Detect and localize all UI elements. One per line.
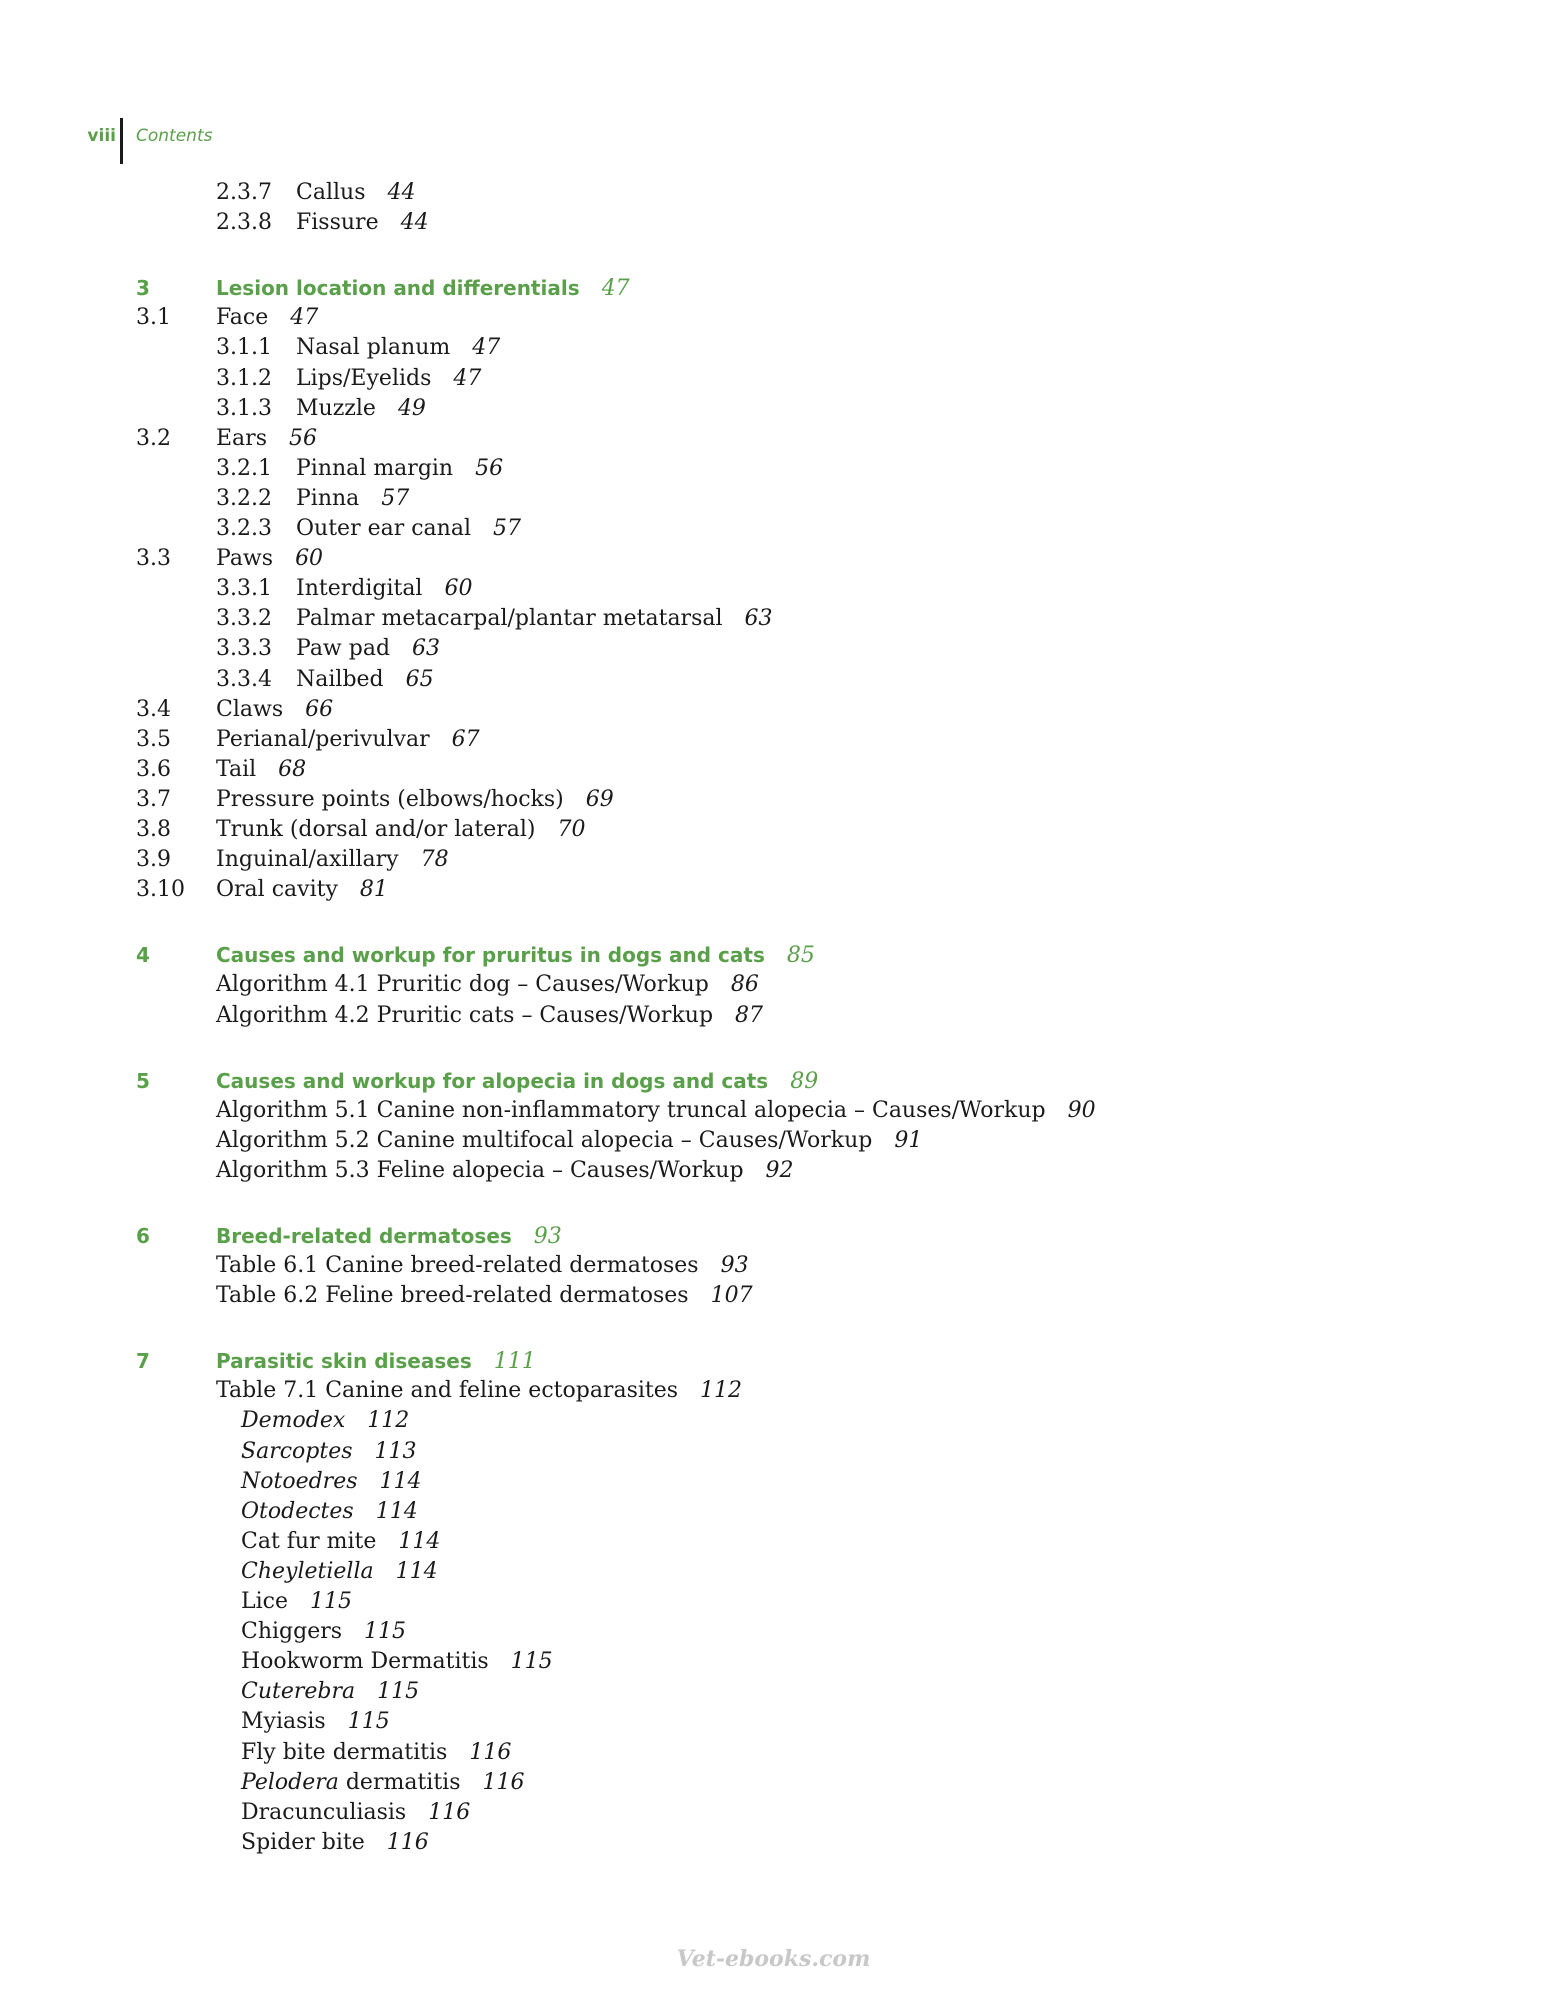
entry-title-text: Parasitic skin diseases — [216, 1349, 472, 1373]
toc-entry — [0, 1376, 1547, 1406]
page-reference: 114 — [395, 1559, 438, 1584]
page-reference: 81 — [359, 877, 388, 902]
entry-title-text: Table 7.1 Canine and feline ectoparasites — [216, 1378, 679, 1403]
entry-number: 3.2 — [136, 426, 171, 451]
watermark-logo: Vet-ebooks.com — [676, 1946, 871, 1972]
entry-title-italic: Pelodera — [241, 1770, 339, 1795]
entry-title — [216, 695, 333, 725]
entry-title-text: Muzzle — [296, 396, 376, 421]
toc-entry — [0, 514, 1547, 544]
entry-title — [296, 454, 503, 484]
toc-entry — [0, 574, 1547, 604]
entry-title — [241, 1798, 470, 1828]
page-reference: 115 — [347, 1709, 390, 1734]
entry-title-text: Notoedres — [241, 1469, 358, 1494]
entry-title-text: Spider bite — [241, 1830, 365, 1855]
entry-number: 3.3 — [136, 546, 171, 571]
entry-title — [296, 514, 521, 544]
page-reference: 44 — [400, 210, 429, 235]
toc-entry — [0, 364, 1547, 394]
entry-number: 2.3.8 — [216, 210, 272, 235]
entry-number: 3.7 — [136, 787, 171, 812]
page-reference: 47 — [601, 276, 630, 301]
entry-number: 3.6 — [136, 757, 171, 782]
entry-title — [216, 544, 323, 574]
page-reference: 65 — [405, 667, 434, 692]
chapter-heading — [0, 1221, 1547, 1251]
entry-title-text: Table 6.2 Feline breed-related dermatoses — [216, 1283, 689, 1308]
entry-title-text: Table 6.1 Canine breed-related dermatoses — [216, 1253, 699, 1278]
toc-entry — [0, 1281, 1547, 1311]
toc-entry — [0, 208, 1547, 238]
entry-number: 3.1.2 — [216, 366, 272, 391]
entry-title — [216, 1376, 742, 1406]
page-reference: 44 — [387, 180, 416, 205]
entry-title-text: Algorithm 5.2 Canine multifocal alopecia – Causes/Workup — [216, 1128, 873, 1153]
entry-title-text: Algorithm 5.3 Feline alopecia – Causes/Workup — [216, 1158, 744, 1183]
entry-title — [216, 1126, 922, 1156]
entry-title — [241, 1647, 553, 1677]
page-reference: 47 — [453, 366, 482, 391]
entry-number: 3 — [136, 276, 150, 300]
page-reference: 115 — [377, 1679, 420, 1704]
toc-entry — [0, 1647, 1547, 1677]
entry-title — [241, 1617, 406, 1647]
toc-entry — [0, 1437, 1547, 1467]
page-reference: 114 — [398, 1529, 441, 1554]
toc-entry — [0, 634, 1547, 664]
page-reference: 114 — [379, 1469, 422, 1494]
page-reference: 63 — [744, 606, 773, 631]
entry-title-text: Trunk (dorsal and/or lateral) — [216, 817, 536, 842]
page-reference: 60 — [444, 576, 473, 601]
page-reference: 63 — [412, 636, 441, 661]
toc-entry — [0, 725, 1547, 755]
toc-entry — [0, 1406, 1547, 1436]
page-reference: 114 — [375, 1499, 418, 1524]
entry-number: 3.3.4 — [216, 667, 272, 692]
entry-title — [296, 178, 415, 208]
entry-number: 6 — [136, 1224, 150, 1248]
toc-entry — [0, 755, 1547, 785]
entry-title-text: Fly bite dermatitis — [241, 1740, 448, 1765]
entry-title — [216, 940, 815, 971]
toc-entry — [0, 845, 1547, 875]
entry-title-text: Cheyletiella — [241, 1559, 374, 1584]
entry-title — [241, 1738, 511, 1768]
page-reference: 116 — [469, 1740, 512, 1765]
entry-title — [216, 1251, 749, 1281]
entry-title — [241, 1587, 352, 1617]
entry-title-text: Nasal planum — [296, 335, 451, 360]
entry-title — [241, 1677, 419, 1707]
entry-number: 3.3.2 — [216, 606, 272, 631]
toc-entry — [0, 1001, 1547, 1031]
entry-title-text: Otodectes — [241, 1499, 354, 1524]
entry-title-text: Demodex — [241, 1408, 346, 1433]
page-reference: 67 — [451, 727, 480, 752]
entry-title — [216, 1281, 753, 1311]
running-title: Contents — [136, 126, 213, 146]
entry-title-text: Outer ear canal — [296, 516, 471, 541]
toc-entry — [0, 544, 1547, 574]
toc-entry — [0, 303, 1547, 333]
entry-number: 2.3.7 — [216, 180, 272, 205]
page-reference: 91 — [894, 1128, 923, 1153]
toc-entry — [0, 424, 1547, 454]
entry-title-text: Algorithm 4.2 Pruritic cats – Causes/Workup — [216, 1003, 714, 1028]
entry-title — [216, 725, 480, 755]
page-reference: 66 — [305, 697, 334, 722]
entry-title-text: Paw pad — [296, 636, 391, 661]
entry-title-text: Myiasis — [241, 1709, 326, 1734]
entry-title-text: Causes and workup for pruritus in dogs and cats — [216, 943, 765, 967]
toc-entry — [0, 1828, 1547, 1858]
page-reference: 57 — [492, 516, 521, 541]
entry-title — [216, 1221, 562, 1252]
toc-entry — [0, 970, 1547, 1000]
toc-entry — [0, 665, 1547, 695]
entry-title — [296, 484, 409, 514]
entry-number: 3.10 — [136, 877, 185, 902]
page-reference: 111 — [493, 1349, 536, 1374]
entry-title-text: Lips/Eyelids — [296, 366, 432, 391]
page-reference: 70 — [557, 817, 586, 842]
entry-title — [241, 1467, 422, 1497]
entry-title-text: Lesion location and differentials — [216, 276, 580, 300]
toc-entry — [0, 695, 1547, 725]
entry-title-text: Breed-related dermatoses — [216, 1224, 512, 1248]
entry-title-text: Claws — [216, 697, 284, 722]
entry-title — [216, 1346, 536, 1377]
page-reference: 57 — [381, 486, 410, 511]
page-reference: 85 — [786, 943, 815, 968]
page-reference: 115 — [510, 1649, 553, 1674]
entry-title — [216, 815, 586, 845]
page-reference: 93 — [533, 1224, 562, 1249]
entry-number: 3.2.3 — [216, 516, 272, 541]
entry-title — [216, 1066, 818, 1097]
entry-title-text: Cuterebra — [241, 1679, 356, 1704]
entry-title-text: Hookworm Dermatitis — [241, 1649, 489, 1674]
entry-title-text: Pinna — [296, 486, 360, 511]
page-reference: 115 — [364, 1619, 407, 1644]
chapter-heading — [0, 273, 1547, 303]
page-reference: 115 — [310, 1589, 352, 1614]
entry-title — [241, 1406, 409, 1436]
chapter-heading — [0, 1066, 1547, 1096]
toc-entry — [0, 1707, 1547, 1737]
page-reference: 87 — [735, 1003, 764, 1028]
entry-number: 3.9 — [136, 847, 171, 872]
toc-entry — [0, 454, 1547, 484]
entry-number: 3.1 — [136, 305, 171, 330]
toc-entry — [0, 785, 1547, 815]
entry-title — [241, 1437, 417, 1467]
toc-entry — [0, 1156, 1547, 1186]
entry-number: 3.8 — [136, 817, 171, 842]
entry-title — [241, 1527, 440, 1557]
toc-entry — [0, 333, 1547, 363]
page-reference: 47 — [290, 305, 319, 330]
entry-title — [216, 1156, 794, 1186]
entry-title — [241, 1828, 429, 1858]
entry-title — [216, 845, 449, 875]
page-number: viii — [87, 126, 116, 146]
toc-entry — [0, 1617, 1547, 1647]
entry-title — [296, 665, 434, 695]
entry-title — [296, 333, 500, 363]
toc-entry — [0, 1126, 1547, 1156]
entry-number: 3.2.2 — [216, 486, 272, 511]
page-reference: 89 — [790, 1069, 819, 1094]
toc-entry — [0, 1798, 1547, 1828]
entry-title — [216, 273, 630, 304]
entry-title — [216, 755, 306, 785]
page-reference: 112 — [700, 1378, 743, 1403]
page-reference: 93 — [720, 1253, 749, 1278]
entry-title-text: Nailbed — [296, 667, 384, 692]
entry-title — [241, 1557, 438, 1587]
entry-number: 3.4 — [136, 697, 171, 722]
entry-title-text: Pressure points (elbows/hocks) — [216, 787, 564, 812]
toc-entry — [0, 1251, 1547, 1281]
entry-number: 4 — [136, 943, 150, 967]
entry-title-text: Oral cavity — [216, 877, 338, 902]
entry-title — [241, 1497, 418, 1527]
page-reference: 69 — [585, 787, 614, 812]
entry-title-text: Causes and workup for alopecia in dogs and cats — [216, 1069, 769, 1093]
chapter-heading — [0, 1346, 1547, 1376]
entry-title-text: Algorithm 4.1 Pruritic dog – Causes/Workup — [216, 972, 709, 997]
entry-title — [296, 604, 773, 634]
entry-title-text: Algorithm 5.1 Canine non-inflammatory truncal alopecia – Causes/Workup — [216, 1098, 1046, 1123]
chapter-heading — [0, 940, 1547, 970]
page-reference: 60 — [295, 546, 324, 571]
entry-title-text: Cat fur mite — [241, 1529, 377, 1554]
entry-number: 3.2.1 — [216, 456, 272, 481]
toc-entry — [0, 1738, 1547, 1768]
toc-entry — [0, 394, 1547, 424]
entry-number: 5 — [136, 1069, 150, 1093]
entry-title-text: Paws — [216, 546, 274, 571]
toc-entry — [0, 178, 1547, 208]
toc-entry — [0, 1527, 1547, 1557]
entry-title-text: Callus — [296, 180, 366, 205]
page-reference: 86 — [730, 972, 759, 997]
entry-number: 3.1.1 — [216, 335, 272, 360]
page-reference: 78 — [420, 847, 449, 872]
entry-title-text: Dracunculiasis — [241, 1800, 407, 1825]
page-reference: 49 — [397, 396, 426, 421]
page-reference: 68 — [278, 757, 307, 782]
entry-title — [216, 303, 318, 333]
entry-title — [241, 1768, 525, 1798]
entry-title-text: Tail — [216, 757, 257, 782]
entry-number: 3.3.1 — [216, 576, 272, 601]
entry-title-text: Lice — [241, 1589, 288, 1614]
entry-title-text: Fissure — [296, 210, 379, 235]
page-reference: 47 — [472, 335, 501, 360]
entry-title — [216, 785, 614, 815]
page-reference: 116 — [386, 1830, 429, 1855]
entry-title — [296, 574, 472, 604]
entry-title-text: Palmar metacarpal/plantar metatarsal — [296, 606, 723, 631]
toc-entry — [0, 1557, 1547, 1587]
toc-entry — [0, 1497, 1547, 1527]
entry-title — [296, 208, 429, 238]
entry-title — [216, 875, 388, 905]
entry-title — [296, 634, 440, 664]
entry-title-text: Face — [216, 305, 269, 330]
toc-entry — [0, 604, 1547, 634]
toc-entry — [0, 815, 1547, 845]
toc-entry — [0, 1768, 1547, 1798]
entry-title-text: Pinnal margin — [296, 456, 454, 481]
page-reference: 56 — [288, 426, 317, 451]
page-reference: 90 — [1067, 1098, 1096, 1123]
toc-entry — [0, 1587, 1547, 1617]
page-reference: 116 — [428, 1800, 471, 1825]
entry-title — [241, 1707, 390, 1737]
entry-title — [296, 364, 481, 394]
entry-title — [216, 970, 759, 1000]
page-reference: 107 — [710, 1283, 753, 1308]
entry-title-text: Chiggers — [241, 1619, 343, 1644]
entry-title — [216, 424, 317, 454]
entry-title-text: Sarcoptes — [241, 1439, 353, 1464]
page-reference: 56 — [475, 456, 504, 481]
toc-entry — [0, 1677, 1547, 1707]
toc-entry — [0, 484, 1547, 514]
entry-number: 7 — [136, 1349, 150, 1373]
entry-title-text: Perianal/perivulvar — [216, 727, 430, 752]
toc-entry — [0, 1096, 1547, 1126]
entry-number: 3.3.3 — [216, 636, 272, 661]
entry-number: 3.5 — [136, 727, 171, 752]
page-reference: 116 — [482, 1770, 525, 1795]
entry-title-rest: dermatitis — [338, 1770, 461, 1795]
entry-title-text: Ears — [216, 426, 267, 451]
entry-title-text: Interdigital — [296, 576, 423, 601]
entry-title — [296, 394, 426, 424]
page-reference: 112 — [367, 1408, 410, 1433]
toc-entry — [0, 1467, 1547, 1497]
entry-title-text: Inguinal/axillary — [216, 847, 399, 872]
entry-title — [216, 1096, 1096, 1126]
entry-number: 3.1.3 — [216, 396, 272, 421]
page-reference: 92 — [765, 1158, 794, 1183]
entry-title — [216, 1001, 763, 1031]
toc-entry — [0, 875, 1547, 905]
page-reference: 113 — [374, 1439, 417, 1464]
